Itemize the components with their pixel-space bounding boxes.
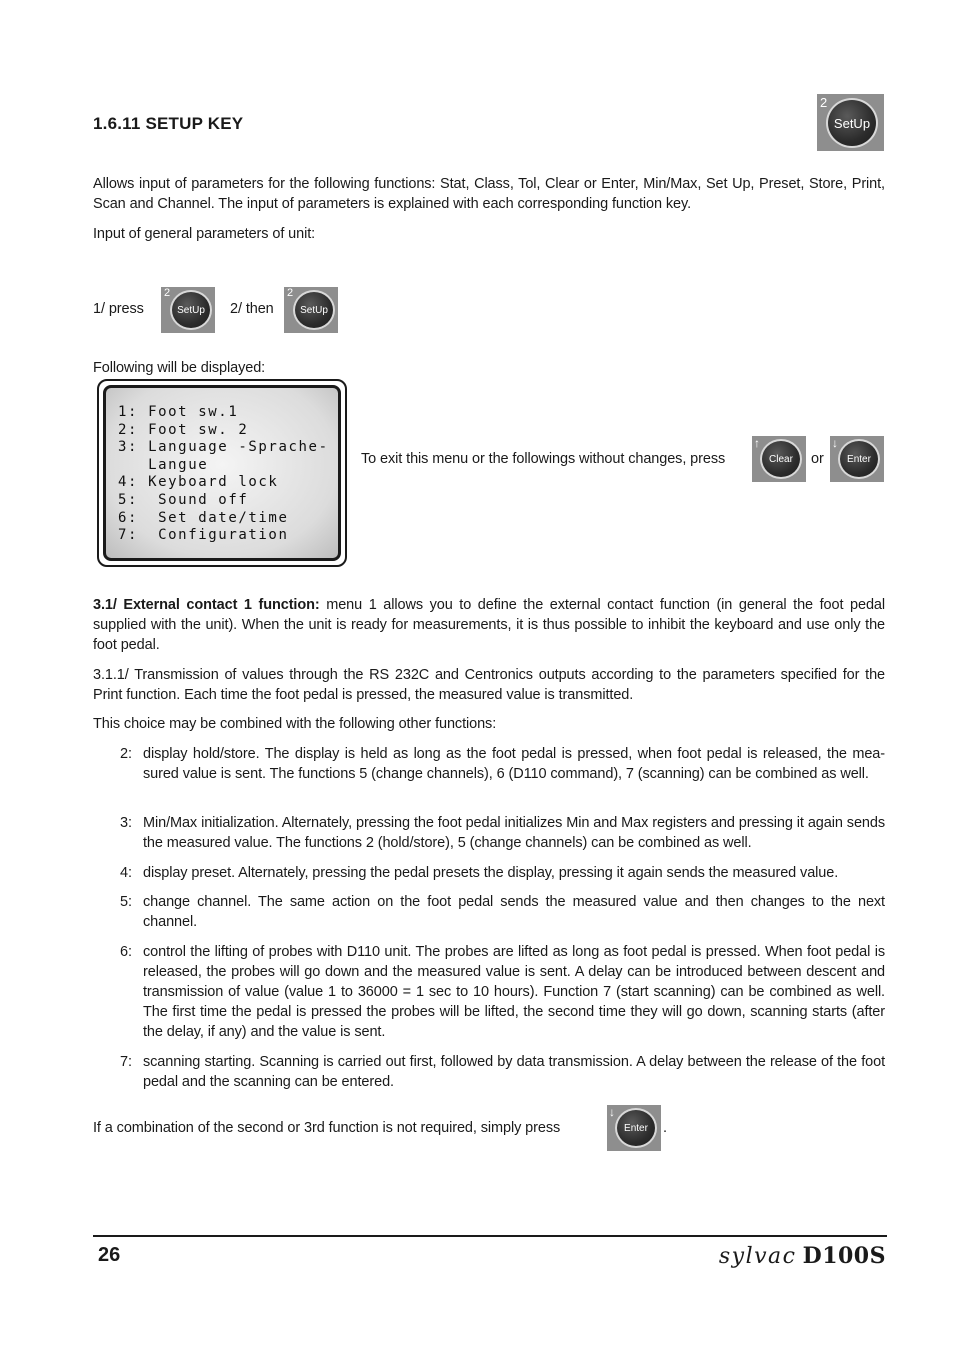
arrow-up-icon: ↑ bbox=[754, 436, 760, 450]
setup-key-image bbox=[284, 287, 338, 333]
option-text: scanning starting. Scanning is carried out first, followed by data transmission. A delay between the release of the foot pedal and the scanning can be entered. bbox=[143, 1054, 885, 1090]
option-text: Min/Max initialization. Alternately, pressing the foot pedal initializes Min and Max registers and pressing it again sends the measured value. The functions 2 (hold/store), 5 (change channels) can be combined as well. bbox=[143, 815, 885, 851]
brand-logo bbox=[719, 1243, 886, 1269]
setup-key-image bbox=[817, 94, 884, 151]
lcd-line: Langue bbox=[118, 457, 209, 473]
external-contact-text: menu 1 allows you to define the external contact function (in general the foot pedal supplied with the unit). When the unit is ready for measurements, it is thus possible to inhibit the keyboard and use only the foot pedal. bbox=[93, 597, 886, 653]
option-number: 5: bbox=[120, 894, 132, 910]
exit-text: To exit this menu or the followings without changes, press bbox=[361, 451, 726, 467]
setup-key-label: SetUp bbox=[833, 115, 871, 131]
page-number: 26 bbox=[98, 1244, 121, 1266]
setup-key-label: SetUp bbox=[300, 304, 328, 316]
lcd-line: 4: Keyboard lock bbox=[118, 474, 279, 490]
option-number: 4: bbox=[120, 865, 132, 881]
setup-key-superscript: 2 bbox=[287, 287, 294, 299]
setup-key-superscript: 2 bbox=[164, 287, 171, 299]
final-period: . bbox=[663, 1120, 667, 1136]
lcd-line: 1: Foot sw.1 bbox=[118, 404, 239, 420]
option-number: 3: bbox=[120, 815, 132, 831]
option-text: change channel. The same action on the foot pedal sends the measured value and then changes to the next channel. bbox=[143, 894, 885, 930]
setup-key-image bbox=[161, 287, 215, 333]
lcd-line: 2: Foot sw. 2 bbox=[118, 422, 249, 438]
clear-key-image bbox=[752, 436, 806, 482]
option-text: display hold/store. The display is held as long as the foot pedal is pressed, when foot pedal is released, the mea-sured value is sent. The functions 5 (change channels), 6 (D110 command), 7 (scanning) can be combined as well. bbox=[143, 746, 885, 782]
brand-model: D100S bbox=[802, 1243, 886, 1269]
clear-key-label: Clear bbox=[769, 453, 793, 465]
arrow-down-icon: ↓ bbox=[609, 1105, 615, 1119]
enter-key-image bbox=[830, 436, 884, 482]
lcd-line: 7: Configuration bbox=[118, 527, 289, 543]
lcd-line: 6: Set date/time bbox=[118, 510, 289, 526]
combined-intro-text: This choice may be combined with the following other functions: bbox=[93, 716, 497, 732]
step-1-text: 1/ press bbox=[93, 301, 144, 317]
general-params-text: Input of general parameters of unit: bbox=[93, 226, 316, 242]
option-text: control the lifting of probes with D110 unit. The probes are lifted as long as foot pedal is pressed. When foot pedal is released, the probes will go down and the measured value is sent. A delay can be introduced between descent and transmission of value (value 1 to 36000 = 1 sec to 10 hours). Function 7 (start scanning) can be combined as well. The first time the pedal is pressed the probes will be lifted, the second time they will go down, scanning starts (after the delay, if any) and the value is sent. bbox=[143, 944, 885, 1040]
step-2-text: 2/ then bbox=[230, 301, 274, 317]
enter-key-label: Enter bbox=[624, 1122, 648, 1134]
lcd-screen bbox=[103, 385, 341, 561]
or-text: or bbox=[811, 451, 824, 467]
transmission-paragraph: 3.1.1/ Transmission of values through the RS 232C and Centronics outputs according to the parameters specified for the Print function. Each time the foot pedal is pressed, the measured value is transmitted. bbox=[93, 667, 885, 703]
option-number: 2: bbox=[120, 746, 132, 762]
external-contact-paragraph bbox=[93, 595, 885, 655]
lcd-line: 3: Language -Sprache- bbox=[118, 439, 329, 455]
option-number: 6: bbox=[120, 944, 132, 960]
option-text: display preset. Alternately, pressing the pedal presets the display, pressing it again sends the measured value. bbox=[143, 865, 839, 881]
enter-key-image bbox=[607, 1105, 661, 1151]
setup-key-label: SetUp bbox=[177, 304, 205, 316]
option-number: 7: bbox=[120, 1054, 132, 1070]
setup-key-superscript: 2 bbox=[820, 95, 828, 110]
enter-key-label: Enter bbox=[847, 453, 871, 465]
brand-name: sylvac bbox=[718, 1244, 797, 1269]
display-intro-text: Following will be displayed: bbox=[93, 360, 266, 376]
lcd-display bbox=[97, 379, 347, 567]
arrow-down-icon: ↓ bbox=[832, 436, 838, 450]
section-title: 1.6.11 SETUP KEY bbox=[93, 114, 244, 133]
footer-divider bbox=[93, 1235, 887, 1237]
intro-paragraph: Allows input of parameters for the following functions: Stat, Class, Tol, Clear or Enter, Min/Max, Set Up, Preset, Store, Print, Scan and Channel. The input of parameters is explained with each corresponding function key. bbox=[93, 176, 885, 212]
lcd-line: 5: Sound off bbox=[118, 492, 249, 508]
final-text: If a combination of the second or 3rd function is not required, simply press bbox=[93, 1120, 561, 1136]
external-contact-lead: 3.1/ External contact 1 function: bbox=[93, 597, 320, 613]
